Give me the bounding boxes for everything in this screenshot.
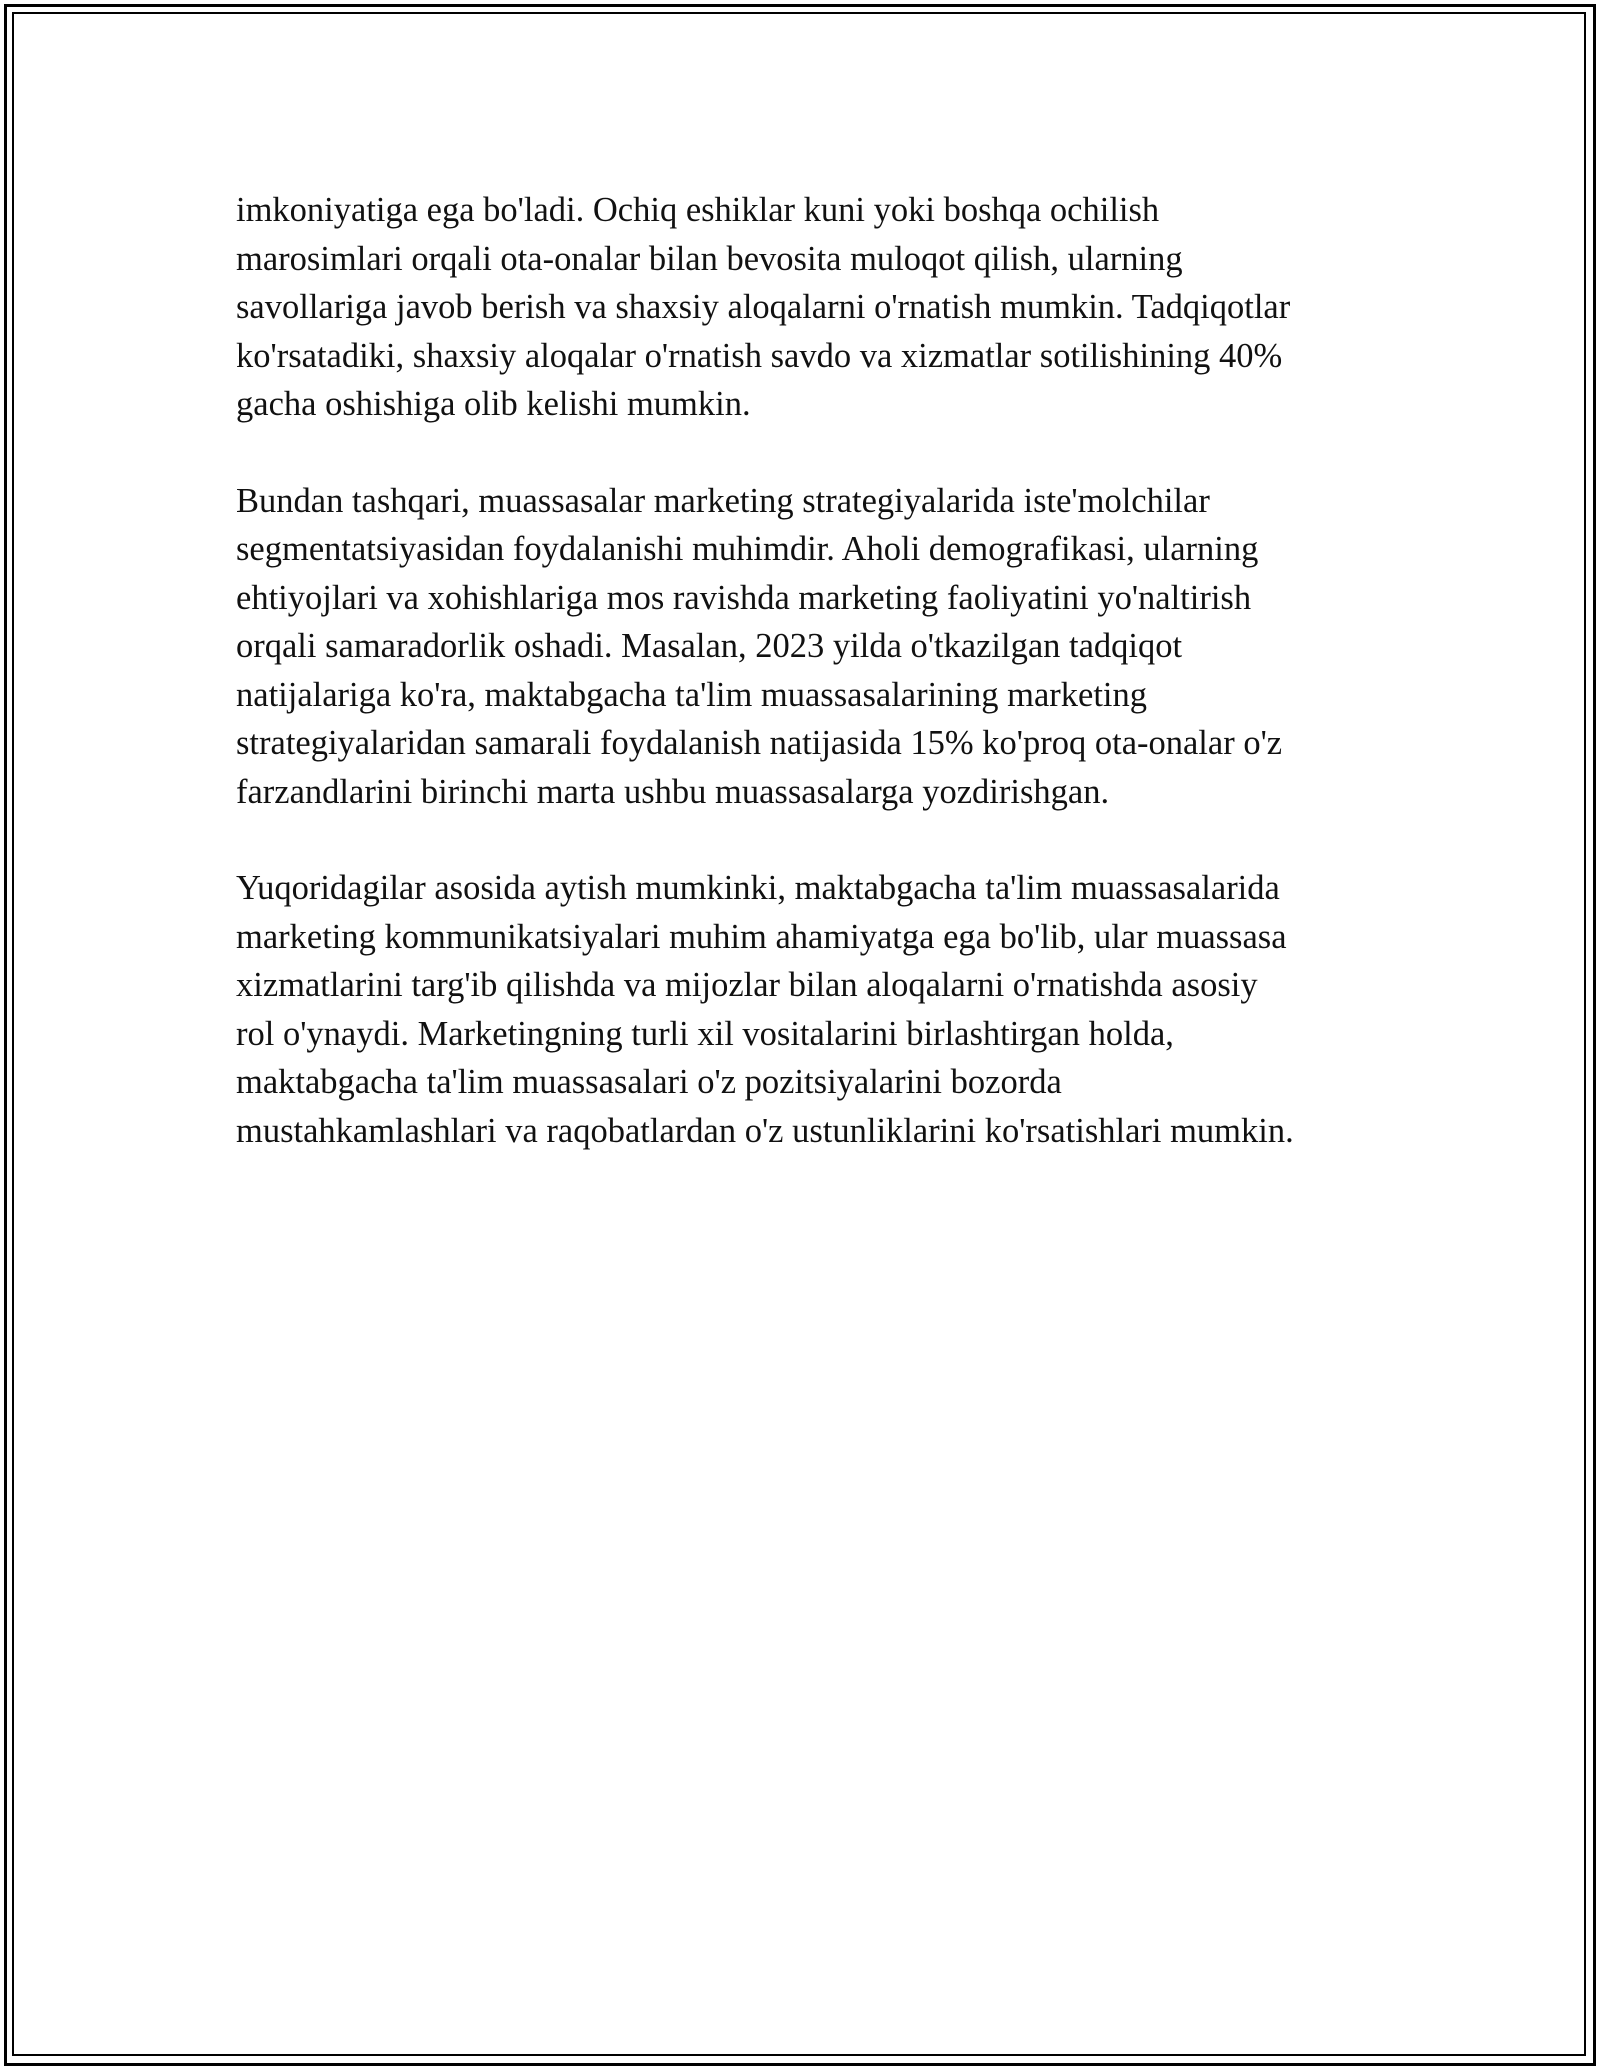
paragraph-3	[236, 864, 1386, 1155]
text-line: marosimlari orqali ota-onalar bilan bevosita muloqot qilish, ularning	[236, 239, 1183, 278]
paragraph-1	[236, 186, 1386, 429]
text-line: rol o'ynaydi. Marketingning turli xil vositalarini birlashtirgan holda,	[236, 1014, 1174, 1053]
text-line: mustahkamlashlari va raqobatlardan o'z ustunliklarini ko'rsatishlari mumkin.	[236, 1111, 1294, 1150]
text-line: segmentatsiyasidan foydalanishi muhimdir. Aholi demografikasi, ularning	[236, 530, 1259, 568]
text-line: marketing kommunikatsiyalari muhim ahamiyatga ega bo'lib, ular muassasa	[236, 917, 1287, 956]
paragraph-2	[236, 477, 1386, 817]
text-line: Yuqoridagilar asosida aytish mumkinki, maktabgacha ta'lim muassasalarida	[236, 869, 1280, 907]
text-line: Bundan tashqari, muassasalar marketing strategiyalarida iste'molchilar	[236, 481, 1210, 520]
text-line: strategiyalaridan samarali foydalanish natijasida 15% ko'proq ota-onalar o'z	[236, 724, 1283, 762]
text-line: natijalariga ko'ra, maktabgacha ta'lim muassasalarining marketing	[236, 675, 1148, 714]
text-line: xizmatlarini targ'ib qilishda va mijozlar bilan aloqalarni o'rnatishda asosiy	[236, 966, 1258, 1004]
text-line: savollariga javob berish va shaxsiy aloqalarni o'rnatish mumkin. Tadqiqotlar	[236, 288, 1291, 326]
text-line: gacha oshishiga olib kelishi mumkin.	[236, 385, 751, 423]
text-line: orqali samaradorlik oshadi. Masalan, 2023 yilda o'tkazilgan tadqiqot	[236, 627, 1183, 665]
text-line: farzandlarini birinchi marta ushbu muassasalarga yozdirishgan.	[236, 772, 1110, 811]
text-line: imkoniyatiga ega bo'ladi. Ochiq eshiklar kuni yoki boshqa ochilish	[236, 191, 1160, 229]
text-line: ehtiyojlari va xohishlariga mos ravishda marketing faoliyatini yo'naltirish	[236, 578, 1252, 617]
document-body	[236, 186, 1386, 1203]
text-line: maktabgacha ta'lim muassasalari o'z pozitsiyalarini bozorda	[236, 1063, 1062, 1101]
text-line: ko'rsatadiki, shaxsiy aloqalar o'rnatish savdo va xizmatlar sotilishining 40%	[236, 336, 1283, 375]
